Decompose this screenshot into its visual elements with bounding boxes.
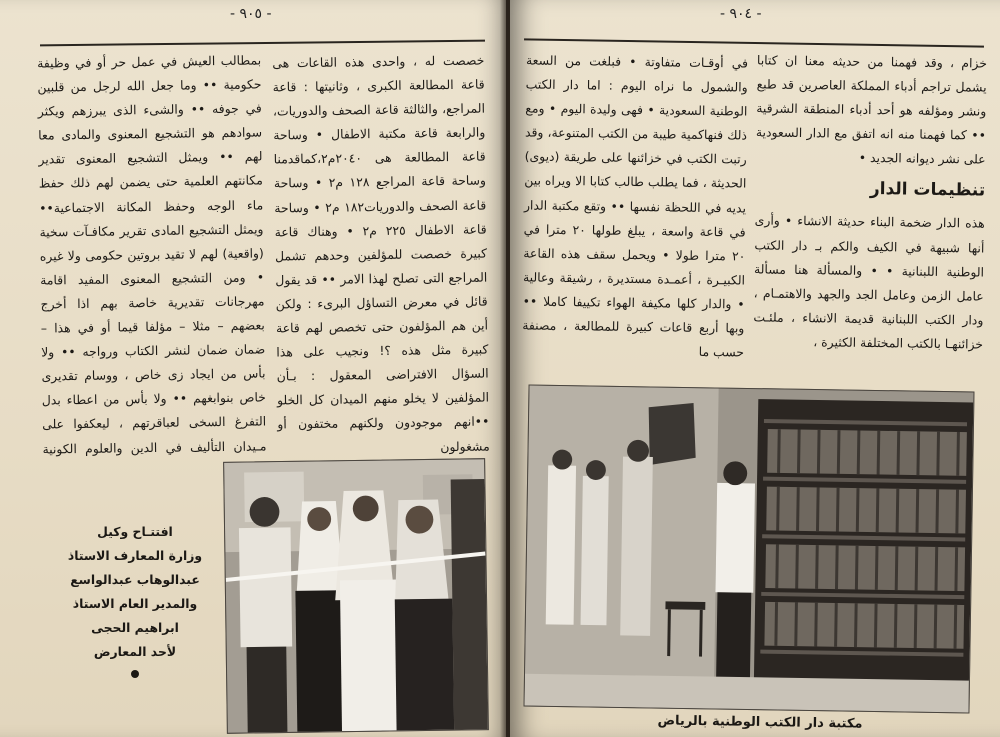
photo-caption-opening	[60, 520, 210, 678]
right-page	[510, 0, 1000, 737]
caption-line: ابراهيم الحجى	[91, 620, 179, 635]
bullet-dot	[131, 670, 139, 678]
photo-caption-library: مكتبة دار الكتب الوطنية بالرياض	[657, 713, 863, 732]
article-column-left	[37, 48, 267, 485]
article-text: في أوقـات متفاوتة • فبلغت من السعة والشمول ما نراه اليوم : اما دار الكتب الوطنية السعودية • فهى وليدة اليوم • ومع ذلك فنهاكمية طيبة من الكتب المتنوعة، وقد رتبت الكتب في خزائنها على طريقة (ديوى) الحديثة ، فما يطلب طالب كتابا الا ويراه بين يديه في اللحظة نفسها •• وتقع مكتبة الدار في قاعة واسعة ، يبلغ طولها ٢٠ مترا في ٢٠ مترا طولا • ويحمل سقف هذه القاعة الكبيـرة ، أعمـدة مستديرة ، رشيقة وعالية • والدار كلها مكيفة الهواء تكييفا كاملا •• وبها أربع قاعات كبيرة للمطالعة ، مصنفة حسب ما	[522, 52, 749, 360]
article-text: هذه الدار ضخمة البناء حديثة الانشاء • وأرى أنها شبيهة في الكيف والكم بـ دار الكتب الوطنية اللبنانية • • والمسألة هنا مسألة عامل الزمن وعامل الجد والجهد والاهتمـام ، ودار الكتب اللبنانية قديمة الانشاء ، ملئـت خزائنهـا بالكتب المختلفة الكثيرة ،	[753, 212, 985, 352]
caption-line: عبدالوهاب عبدالواسع	[70, 572, 200, 587]
article-intro: خزام ، وقد فهمنا من حديثه معنا ان كتابا يشمل تراجم أدباء المملكة العاصرين قد طبع ونشر ومؤلفه هو أحد أدباء المنطقة الشرقية •• كما فهمنا منه انه اتفق مع الدار السعودية على نشر ديوانه الجديد •	[755, 52, 988, 167]
photo-ribbon-cutting-image	[224, 459, 488, 733]
article-text: خصصت له ، واحدى هذه القاعات هى قاعة المطالعة الكبرى ، وثانيتها : قاعة المراجع، والثالثة قاعة الصحف والدوريات، والرابعة قاعة مكتبة الاطفال • وساحة قاعة المطالعة هى ٢٠٤٠م٢،كماقدمنا وساحة قاعة المراجع ١٢٨ م٢ • وساحة قاعة الصحف والدوريات١٨٢ م٢ • وساحة قاعة الاطفال ٢٢٥ م٢ • وهناك قاعة كبيرة خصصت للمؤلفين وحدهم تشمل المراجع التى تصلح لهذا الامر •• قد يقول قائل في معرض التساؤل البرىء : ولكن أين هم المؤلفون حتى تخصص لهم قاعة كبيرة مثل هذه ؟! ونجيب على هذا السؤال الافتراضى المعقول : بـأن المؤلفين لا يخلو منهم الميدان كل الخلو ••انهم موجودون ولكنهم مختفون أو مشغولون	[272, 52, 490, 454]
photo-ribbon-cutting	[223, 458, 489, 734]
photo-library-shelves-image	[525, 386, 974, 713]
header-rule	[524, 38, 984, 47]
article-column-left	[522, 48, 748, 364]
article-column-right	[753, 48, 987, 356]
article-column-right	[272, 49, 490, 462]
article-text: بمطالب العيش في عمل حر أو في وظيفة حكومية •• وما جعل الله لرجل من قلبين في جوفه •• والشىء الذى يبرزهم ويكثر سوادهم هو التشجيع المعنوى والمادى معا لهم •• ويمثل التشجيع المعنوى تقدير مكانتهم العلمية حتى يضمن لهم ذلك حفظ ماء الوجه وحفظ المكانة الاجتماعية•• ويمثل التشجيع المادى تقرير مكافـآت سخية (واقعية) لهم لا تقيد بروتين حكومى ولا غيره • ومن التشجيع المعنوى المفيد اقامة مهرجانات تقديرية خاصة بهم اذا أخرج بعضهم – مثلا – مؤلفا قيما أو في هذا –ضمان ضمان لنشر الكتاب ورواجه •• ولا بأس من ايجاد زى خاص ، ووسام تقديرى خاص بنوابغهم •• ولا بأس من اعطاء بدل التفرغ السخى لعباقرتهم ، ليعكفوا على مـيدان التأليف في الدين والعلوم الكونية	[37, 52, 267, 457]
page-number-904: - ٩٠٤ -	[720, 6, 762, 22]
page-number-905: - ٩٠٥ -	[230, 6, 272, 22]
section-heading: تنظيمات الدار	[869, 179, 986, 202]
caption-line: والمدير العام الاستاذ	[72, 596, 198, 611]
caption-line: لأحد المعارض	[93, 644, 177, 659]
header-rule	[40, 40, 485, 47]
caption-line: وزارة المعارف الاستاذ	[67, 548, 203, 563]
caption-line: افتتـاح وكيل	[97, 524, 173, 539]
photo-library-shelves	[523, 385, 974, 714]
